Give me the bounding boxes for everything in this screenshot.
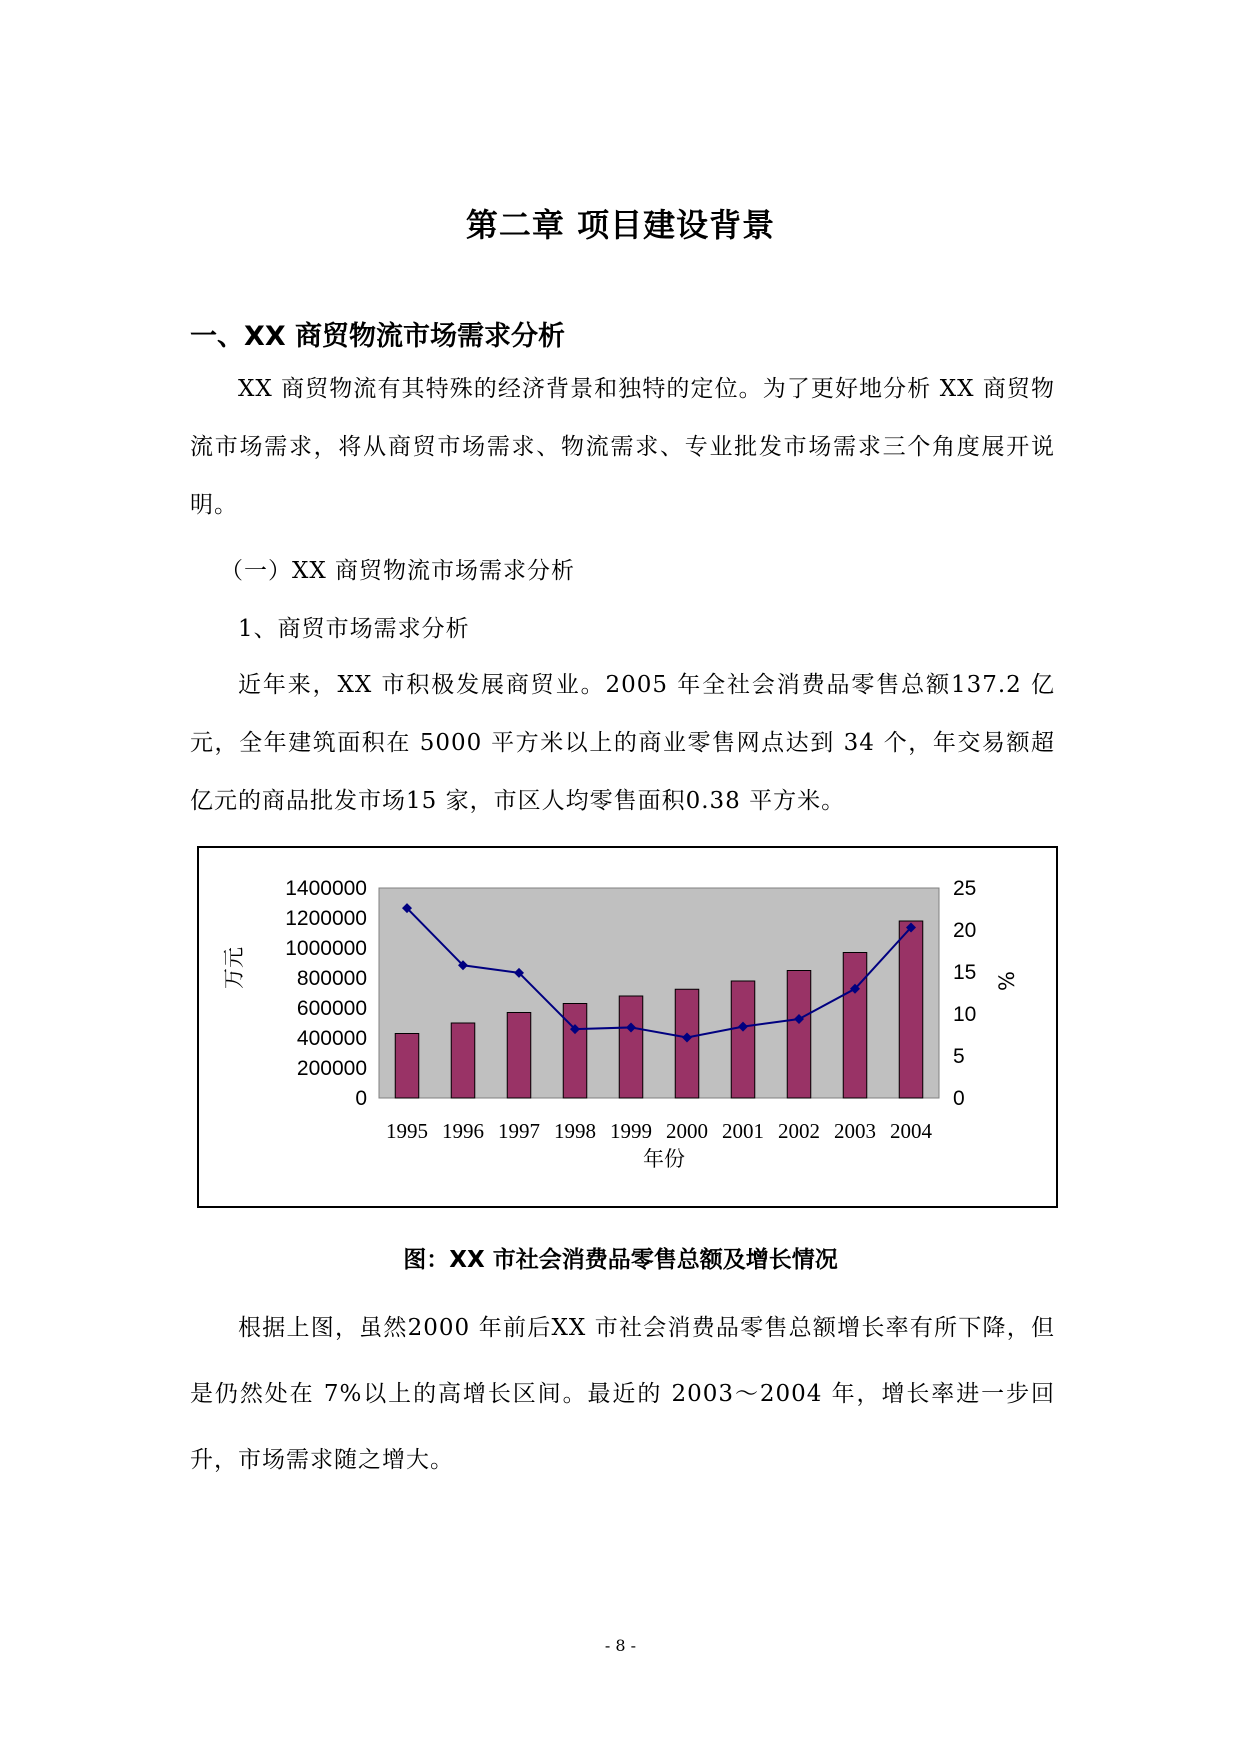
bar-1999 [619,996,643,1098]
chart-svg [199,848,1056,1206]
bar-2003 [843,953,867,1099]
x-tick-label: 1995 [386,1119,428,1143]
item-heading: 1、商贸市场需求分析 [238,616,470,642]
x-tick-label: 1999 [610,1119,652,1143]
right-tick-label: 25 [953,877,977,900]
intro-paragraph: XX 商贸物流有其特殊的经济背景和独特的定位。为了更好地分析 XX 商贸物流市场需求，将从商贸市场需求、物流需求、专业批发市场需求三个角度展开说明。 [190,376,1055,518]
subsection-heading: （一）XX 商贸物流市场需求分析 [220,558,576,584]
paragraph-2: 近年来，XX 市积极发展商贸业。2005 年全社会消费品零售总额137.2 亿元，全年建筑面积在 5000 平方米以上的商业零售网点达到 34 个，年交易额超亿元的商品批发市场15 家，市区人均零售面积0.38 平方米。 [190,672,1055,814]
right-tick-label: 15 [953,961,977,984]
right-axis-ticks [953,877,976,1110]
left-tick-label: 600000 [296,997,367,1020]
page-number: - 8 - [604,1636,637,1655]
y2-axis-label: % [995,971,1019,991]
x-axis-ticks [386,1119,933,1143]
x-tick-label: 1997 [498,1119,540,1143]
x-tick-label: 2000 [666,1119,708,1143]
left-tick-label: 200000 [296,1057,367,1080]
left-tick-label: 1000000 [285,937,367,960]
left-tick-label: 1200000 [285,907,367,930]
x-axis-label: 年份 [643,1147,685,1171]
left-tick-label: 800000 [296,967,367,990]
retail-sales-chart [197,846,1058,1208]
x-tick-label: 2002 [778,1119,820,1143]
bar-1996 [451,1023,475,1098]
bar-2000 [675,989,699,1098]
section-heading: 一、XX 商贸物流市场需求分析 [190,321,566,352]
left-tick-label: 400000 [296,1027,367,1050]
right-tick-label: 5 [953,1045,965,1068]
left-tick-label: 1400000 [285,877,367,900]
bar-2001 [731,981,755,1098]
x-tick-label: 2004 [890,1119,932,1143]
x-tick-label: 2001 [722,1119,764,1143]
right-tick-label: 20 [953,919,977,942]
chapter-title: 第二章 项目建设背景 [465,206,776,244]
bar-1995 [395,1034,419,1099]
bar-2004 [899,921,923,1098]
left-axis-ticks [285,877,367,1110]
paragraph-3: 根据上图，虽然2000 年前后XX 市社会消费品零售总额增长率有所下降，但是仍然处在 7%以上的高增长区间。最近的 2003～2004 年，增长率进一步回升，市场需求随之增大。 [190,1315,1055,1473]
right-tick-label: 0 [953,1087,965,1110]
y-axis-label: 万元 [222,947,246,989]
bar-1997 [507,1013,531,1099]
left-tick-label: 0 [355,1087,367,1110]
x-tick-label: 1998 [554,1119,596,1143]
bar-2002 [787,971,811,1099]
right-tick-label: 10 [953,1003,977,1026]
x-tick-label: 1996 [442,1119,484,1143]
figure-caption: 图：XX 市社会消费品零售总额及增长情况 [403,1247,838,1273]
x-tick-label: 2003 [834,1119,876,1143]
bar-1998 [563,1004,587,1099]
